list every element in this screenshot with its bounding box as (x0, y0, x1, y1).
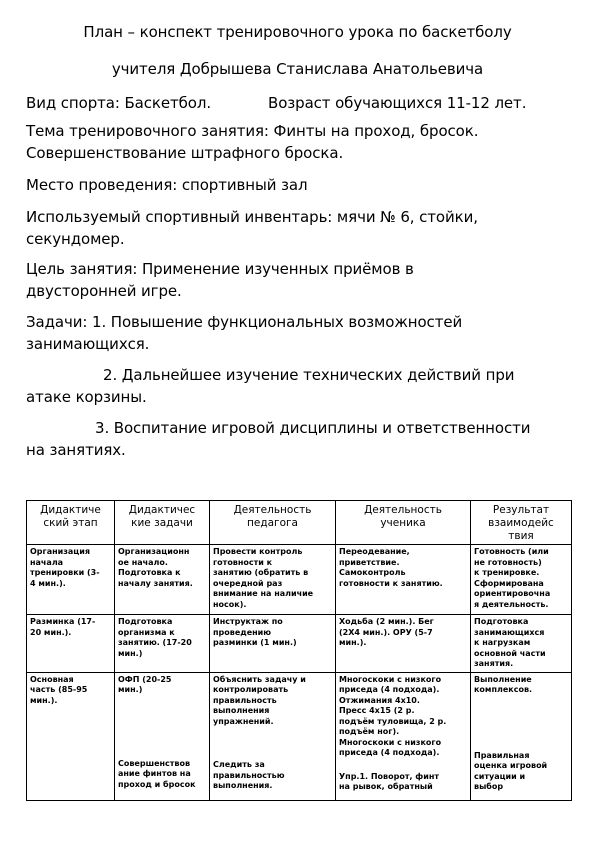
cell-stage: Организация начала тренировки (3- 4 мин.). (27, 545, 115, 615)
cell-result: Подготовка занимающихся к нагрузкам основной части занятия. (471, 615, 572, 673)
goal-line-1: Цель занятия: Применение изученных приёмов в (26, 260, 414, 278)
cell-tasks: Подготовка организма к занятию. (17-20 мин.) (115, 615, 210, 673)
equipment-line-1: Используемый спортивный инвентарь: мячи № 6, стойки, (26, 208, 478, 226)
stage-text: Основная часть (85-95 мин.). (30, 674, 88, 705)
table-row (27, 672, 572, 800)
cell-teacher: Провести контроль готовности к занятию (обратить в очередной раз внимание на наличие носок). (210, 545, 336, 615)
header-student: Деятельность ученика (336, 501, 471, 545)
tasks-line-3b: на занятиях. (26, 441, 126, 459)
header-result: Результат взаимодейс твия (471, 501, 572, 545)
tasks-text-ofp: ОФП (20-25 мин.) (118, 674, 172, 694)
lesson-plan-table (26, 500, 572, 801)
result-text-assessment: Правильная оценка игровой ситуации и выбор (474, 750, 548, 791)
table-row (27, 615, 572, 673)
tasks-line-1a: Задачи: 1. Повышение функциональных возможностей (26, 313, 463, 331)
teacher-name: учителя Добрышева Станислава Анатольевича (111, 60, 484, 78)
tasks-line-3a: 3. Воспитание игровой дисциплины и ответственности (95, 419, 531, 437)
header-stage: Дидактиче ский этап (27, 501, 115, 545)
cell-stage: Разминка (17- 20 мин.). (27, 615, 115, 673)
equipment-line-2: секундомер. (26, 230, 125, 248)
cell-teacher: Инструктаж по проведению разминки (1 мин.) (210, 615, 336, 673)
place-line: Место проведения: спортивный зал (26, 176, 308, 194)
table-header-row (27, 501, 572, 545)
cell-result: Готовность (или не готовность) к тренировке. Сформирована ориентировочна я деятельность. (471, 545, 572, 615)
age-line: Возраст обучающихся 11-12 лет. (268, 94, 527, 112)
student-text-exercises: Многоскоки с низкого приседа (4 подхода). Отжимания 4х10. Пресс 4х15 (2 р. подъём туловища, 2 р. подъём ног). Многоскоки с низкого приседа (4 подхода). (339, 674, 447, 757)
teacher-text-watch: Следить за правильностью выполнения. (213, 760, 285, 790)
tasks-line-2b: атаке корзины. (26, 388, 147, 406)
teacher-text-explain: Объяснить задачу и контролировать правильность выполнения упражнений. (213, 674, 306, 726)
topic-line-2: Совершенствование штрафного броска. (26, 144, 344, 162)
sport-line: Вид спорта: Баскетбол. (26, 94, 212, 112)
header-teacher: Деятельность педагога (210, 501, 336, 545)
tasks-line-2a: 2. Дальнейшее изучение технических действий при (103, 366, 515, 384)
cell-stage (27, 672, 115, 800)
goal-line-2: двусторонней игре. (26, 282, 182, 300)
cell-student (336, 672, 471, 800)
result-text-complexes: Выполнение комплексов. (474, 674, 533, 694)
tasks-text-feints: Совершенствов ание финтов на проход и бросок (118, 758, 196, 789)
student-text-drill: Упр.1. Поворот, финт на рывок, обратный (339, 771, 439, 791)
header-tasks: Дидактичес кие задачи (115, 501, 210, 545)
topic-line-1: Тема тренировочного занятия: Финты на проход, бросок. (26, 122, 479, 140)
document-title: План – конспект тренировочного урока по баскетболу (83, 23, 512, 41)
cell-student: Ходьба (2 мин.). Бег (2Х4 мин.). ОРУ (5-7 мин.). (336, 615, 471, 673)
table-row (27, 545, 572, 615)
cell-teacher (210, 672, 336, 800)
cell-result (471, 672, 572, 800)
cell-tasks: Организационн ое начало. Подготовка к началу занятия. (115, 545, 210, 615)
tasks-line-1b: занимающихся. (26, 335, 150, 353)
cell-student: Переодевание, приветствие. Самоконтроль готовности к занятию. (336, 545, 471, 615)
cell-tasks (115, 672, 210, 800)
